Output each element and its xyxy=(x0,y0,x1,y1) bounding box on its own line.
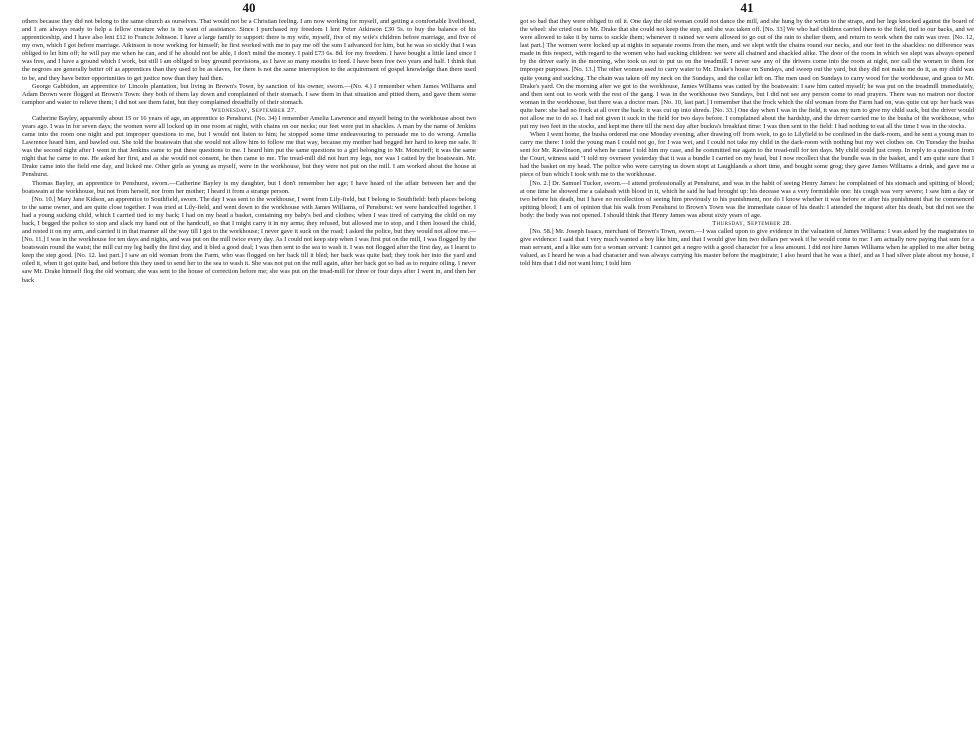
left-page-text xyxy=(22,18,476,285)
paragraph: [No. 58.] Mr. Joseph Isaacs, merchant of Brown's Town, sworn.—I was called upon to give evidence in the valuation of James Williams: I was asked by the magistrates to give evidence: I said that I very much wanted a boy like him, and that I would give him two dollars per week if he would come to me: I am actually now paying that sum for a man servant, and a like sum for a woman servant: I cannot get a negro with a good character for a less amount. I did not hire James Williams when he applied to me after being valued, as I heard he was a bad character and was always carrying his master before the magistrate; I also heard that he was a thief, and as I had silver plate about my house, I told him that I did not want him; I told him xyxy=(520,228,974,268)
paragraph: George Gabbidon, an apprentice to' Lincoln plantation, but living in Brown's Town, by sanction of his owner, sworn.—(No. 4.) I remember when James Williams and Adam Brown were flogged at Brown's Town: they both of them lay down and complained of their stomach. I saw them in that situation and pitied them, and gave them some camphor and water to relieve them; I did not see them faint, but they complained dreadfully of their stomach. xyxy=(22,82,476,106)
page-number-left: 40 xyxy=(242,0,256,15)
date-heading: Thursday, September 28. xyxy=(712,219,792,227)
paragraph: Catherine Bayley, apparently about 15 or 16 years of age, an apprentice to Penshurst. (No. 34) I remember Amelia Lawrence and myself being in the workhouse about two years ago. I was in for seven days; the women were all locked up in one room at night, with chains on our necks; our feet were put in shackles. A man by the name of Jenkins came into the room one night and put improper questions to me, but I would not listen to him; he stopped some time endeavouring to persuade me to do wrong. Amelia Lawrence heard him, and bawled out. She told the boatswain that she would not allow him to follow me that way, because my mother had begged her hard to keep me safe. It was the second night after I went in that Jenkins came to put these questions to me. I heard him put the same questions to a girl belonging to Mr. Moncrieff; it was the same night that he came to me. He asked her first, and as she would not consent, he then came to me. The tread-mill did not hurt my legs, nor was I catted by the boatswain. Mr. Drake came into the field one day, and licked me. Other girls as young as myself, were in the workhouse, but they were not put on the mill. I am worked about the house at Penshurst. xyxy=(22,114,476,179)
left-page xyxy=(22,0,476,729)
paragraph: got so bad that they were obliged to oil it. One day the old woman could not dance the mill, and she hung by the wrists to the straps, and her legs knocked against the board of the wheel: she cried out to Mr. Drake that she could not keep the step, and she was taken off. [No. 33] We who had children carried them to the field, tied to our backs, and we were allowed to take it by turns to suckle them; whenever it rained we were allowed to go out of the rain to shelter them, and return to work when the rain was over. [No. 12, last part.] The women were locked up at nights in separate rooms from the men, and we slept with the chains round our necks, and our feet in the shackles: no difference was made in this respect, with regard to the women who had sucking children: we were all chained and shackled alike. The door of the room in which we slept was always opened by the driver early in the morning, who took us out to put us on the treadmill. I never saw any of the drivers come into the room at night, nor call the women to them for improper purposes. [No. 13.] The other women used to carry water to Mr. Drake's house on Sundays, and sweep out the yard, but they did not make me do it, as my child was quite young and sucking. The chain was taken off my neck on the Sundays, and the collar left on. The men used on Sundays to carry wood for the workhouse, and grass to Mr. Drake's yard. On the morning after we got to the workhouse, James Williams was catted by the boatswain: I saw him catted myself; he was put on the treadmill immediately, and then sent out to work with the rest of the gang. I was in the workhouse two Sundays, but I did not see any person come to read prayers. There was no matron nor doctor woman in the workhouse, but there was a doctor man. [No. 10, last part.] I remember that the frock which the old woman from the Farm had on, was quite cut up: her back was quite bare: she had no frock at all over the back: it was cut up into shreds. [No. 33.] One day when I was in the field, it was my turn to give my child suck, but the driver would not allow me to do so. I had not given it suck in the field for two days before. I complained about the hardship, and the driver carried me to the busha of the workhouse, who put my two feet in the stocks, and kept me there till the next day after buckra's breakfast time: I was then sent to the field: I had nothing to eat all the time I was in the stocks. xyxy=(520,18,974,131)
paragraph: When I went home, the busha ordered me one Monday evening, after drawing off from work, to go to Lilyfield to be confined in the dark-room, and he sent a young man to carry me there: I told the young man I could not go, for I was wet, and I could not take my child in the dark-room with nothing but my wet clothes on. On Tuesday the busha sent for Mr. Rawlinson, and when he came I told him my case, and he committed me again to the tread-mill for ten days. My child could just creep. In reply to a question from the Court, witness said "I told my overseer yesterday that it was a bundle I carried on my head, but I now recollect that the bundle was in the basket, and I am quite sure that I had the basket on my head. The police who were carrying us down stopt at Laughlands a short time, and bought some grog; they gave James Williams a drink, and gave me a piece of bun which I took with me to the workhouse. xyxy=(520,131,974,179)
paragraph: [No. 10.] Mary Jane Kidson, an apprentice to Southfield, sworn. The day I was sent to the workhouse, I went from Lily-field, but I belong to Southfield: both places belong to the same owner, and are quite close together. I was tried at Lily-field, and went down to the workhouse with James Williams, of Pensburst: we were handcuffed together. I had a young sucking child, which I carried tied to my back; I had on my head a basket, containing my baby's bed and clothes; when I was tired of carrying the child on my back, I begged the police to stop and slack my hand out of the handcuff, so that I might carry it in my arms; they refused, but allowed me to stop, and I then loosed the child, and rested it on my arm, and carried it in that manner all the way till I got to the workhouse; I never gave it suck on the road; I asked the police, but they would not allow me.—[No. 11.] I was in the workhouse for ten days and nights, and was put on the mill twice every day. As I could not keep step when I was first put on the mill, I was flogged by the boatswain round the waist; the mill cut my leg badly the first day, and it bled a good deal; I was then sent to the sea to wash it. I was not flogged after the first day, as I learnt to keep the step good. [No. 12. last part.] I saw an old woman from the Farm, who was flogged on her back till it bled; her back was quite bad; they took her into the yard and oiled it, when it got quite bad, and before this they used to send her to the sea to wash it. She was not put on the mill again, after her back got so bad as to require oiling. I never saw Mr. Drake himself flog the old woman; she was sent to the house of correction before me; she was put on the tread-mill for three or four days after I went in, and then her back xyxy=(22,195,476,284)
page-number-right: 41 xyxy=(740,0,754,15)
right-page-text xyxy=(520,18,974,268)
date-heading: Wednesday, September 27. xyxy=(211,106,297,114)
paragraph: Thomas Bayley, an apprentice to Penshurst, sworn.—Catherine Bayley is my daughter, but I don't remember her age; I have heard of the affair between her and the boatswain at the workhouse, but not from herself, nor from her mother; I heard it from a strange person. xyxy=(22,179,476,195)
right-page xyxy=(520,0,974,729)
paragraph: [No. 2.] Dr. Samuel Tucker, sworn.—I attend professionally at Penshurst, and was in the habit of seeing Henry James: he complained of his stomach and spitting of blood; at one time he showed me a calabash with blood in it, which he said he had brought up: his decease was a very formidable one: his cough was very severe; I saw him a day or two before his death, but I have no recollection of seeing him previously to his punishment, nor do I know whether it was before or after his punishment that he commenced spitting blood; I am of opinion that his walk from Penshurst to Brown's Town was the immediate cause of his death: I attended the inquest after his death, but did not see the body: the body was not opened. I should think that Henry James was about sixty years of age. xyxy=(520,179,974,219)
paragraph: others because they did not belong to the same church as ourselves. That would not be a Christian feeling. I am now working for myself, and getting a comfortable livelihood, and I am always ready to help a fellow creature who is in want of assistance. Since I purchased my freedom I lent Peter Atkinson £30 5s. to buy the balance of his apprenticeship, and I have also lent £12 to Francis Johnson. I have a large family to support: there is my wife, myself, five of my wife's children before marriage, and five of my own, which I got before marriage. Atkinson is now working for himself; he first worked with me to pay me off the sum I advanced for him, but he was so sickly that I was obliged to let him off; he will pay me when he can, and if he should not be able, I don't mind the money. I paid £73 6s. 8d. for my freedom. I have bought a little land since I was free, and I have a ground which I work, but still I am obliged to buy ground provisions, as I have so many mouths to feed. I have been free two years and half. I think that the negroes are generally better off as apprentices than they used to be as slaves, for there is not the same interruption to the acquirement of gospel knowledge than there used to be, and they have better opportunities to get justice now than they had then. xyxy=(22,18,476,82)
